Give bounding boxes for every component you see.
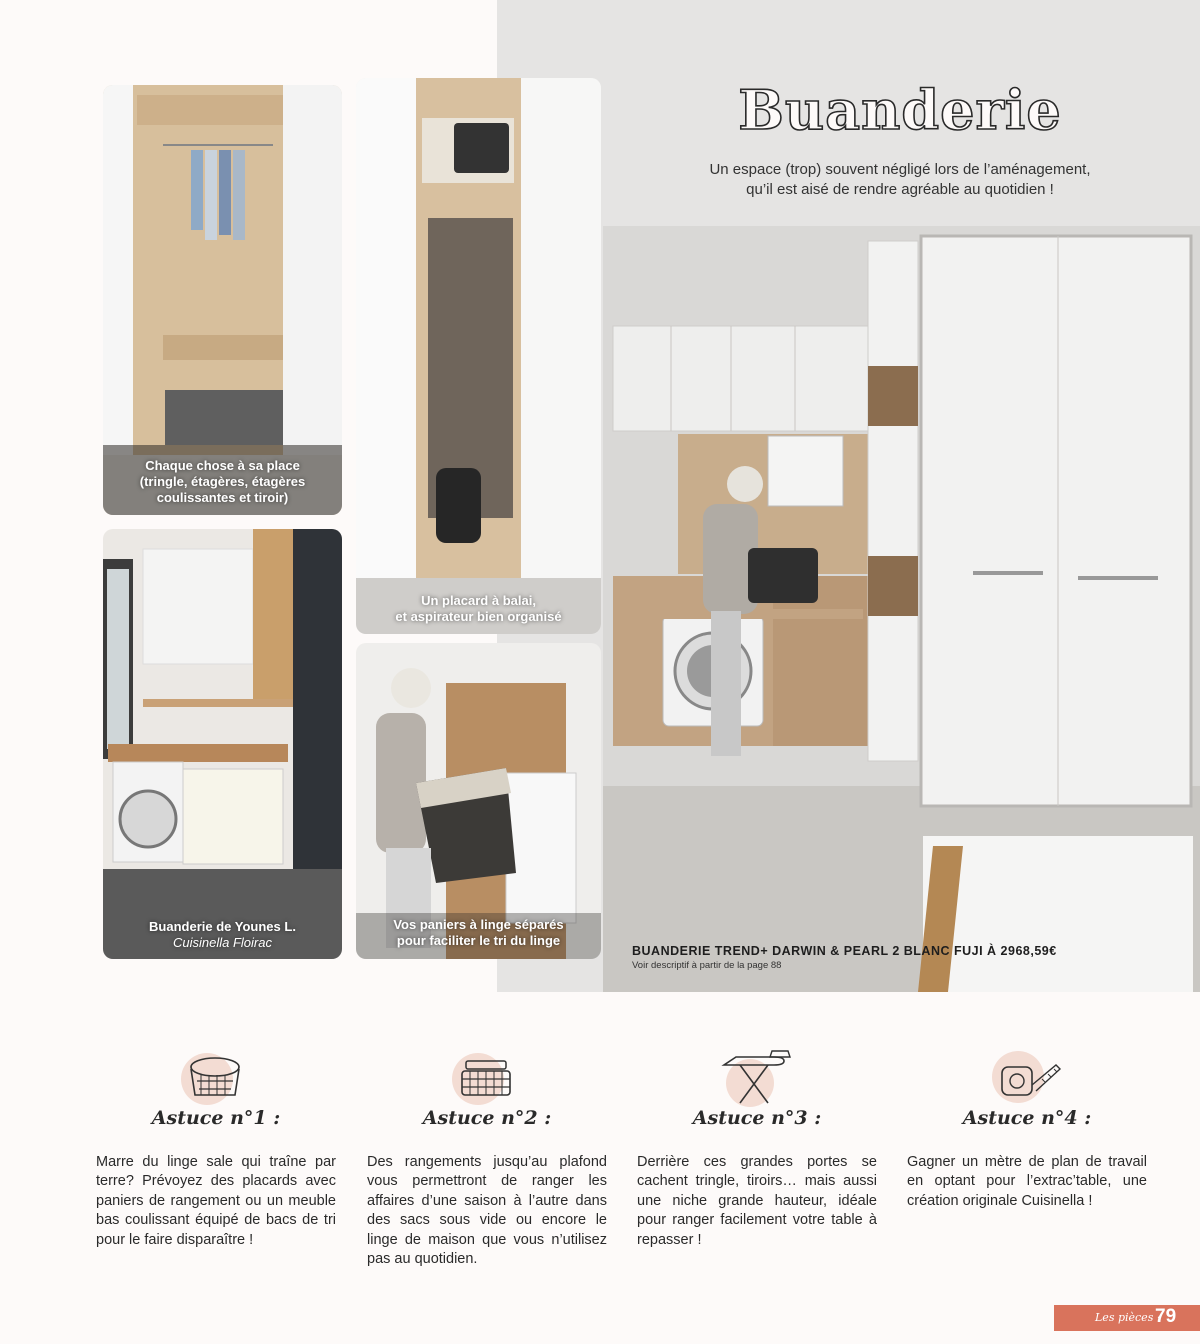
intro-text: Un espace (trop) souvent négligé lors de l’aménagement, qu’il est aisé de rendre agréable au quotidien ! <box>709 161 1091 198</box>
laundry-basket-icon <box>177 1045 253 1109</box>
hero-product-name: BUANDERIE TREND+ DARWIN & PEARL 2 BLANC FUJI À 2968,59€ <box>632 944 1057 958</box>
tip-title: Astuce n°3 : <box>692 1107 822 1129</box>
tip-text: Gagner un mètre de plan de travail en optant pour l’extrac’table, une création originale Cuisinella ! <box>907 1154 1147 1209</box>
hero-laundry-photo <box>603 226 1200 992</box>
hero-description-note: Voir descriptif à partir de la page 88 <box>632 960 782 971</box>
tip-title: Astuce n°1 : <box>151 1107 281 1129</box>
tip-title: Astuce n°2 : <box>422 1107 552 1129</box>
tip-text: Marre du linge sale qui traîne par terre? Prévoyez des placards avec paniers de rangement ou un meuble bas coulissant équipé de bacs de tri pour le faire disparaître ! <box>96 1154 336 1248</box>
photo-caption: Chaque chose à sa place (tringle, étagères, étagères coulissantes et tiroir) <box>139 458 306 505</box>
photo-caption: Vos paniers à linge séparés pour faciliter le tri du linge <box>393 917 564 948</box>
photo-laundry-baskets <box>356 643 601 959</box>
hero-laundry-illustration <box>603 226 1200 992</box>
younes-laundry-illustration <box>103 529 342 959</box>
wardrobe-illustration <box>103 85 342 515</box>
broom-cupboard-illustration <box>356 78 601 634</box>
tip-title: Astuce n°4 : <box>962 1107 1092 1129</box>
storage-basket-icon <box>448 1045 524 1109</box>
tip-text: Des rangements jusqu’au plafond vous permettront de ranger les affaires d’une saison à l’autre dans des sacs sous vide ou encore le linge de maison que vous n’utilisez pas au quotidien. <box>367 1154 607 1268</box>
photo-wardrobe <box>103 85 342 515</box>
photo-broom-cupboard <box>356 78 601 634</box>
photo-caption: Buanderie de Younes L. Cuisinella Floirac <box>149 919 296 950</box>
photo-younes-laundry <box>103 529 342 959</box>
page-title: Buanderie <box>738 78 1062 142</box>
page-number: 79 <box>1155 1306 1177 1327</box>
photo-caption: Un placard à balai, et aspirateur bien organisé <box>395 593 562 624</box>
page-number-tab <box>1054 1305 1200 1331</box>
ironing-board-icon <box>718 1045 794 1109</box>
section-name: Les pièces · <box>1095 1311 1161 1324</box>
laundry-baskets-illustration <box>356 643 601 959</box>
tape-measure-icon <box>988 1045 1064 1109</box>
tip-text: Derrière ces grandes portes se cachent tringle, tiroirs… mais aussi une niche grande hauteur, idéale pour ranger facilement votre table à repasser ! <box>637 1154 877 1248</box>
